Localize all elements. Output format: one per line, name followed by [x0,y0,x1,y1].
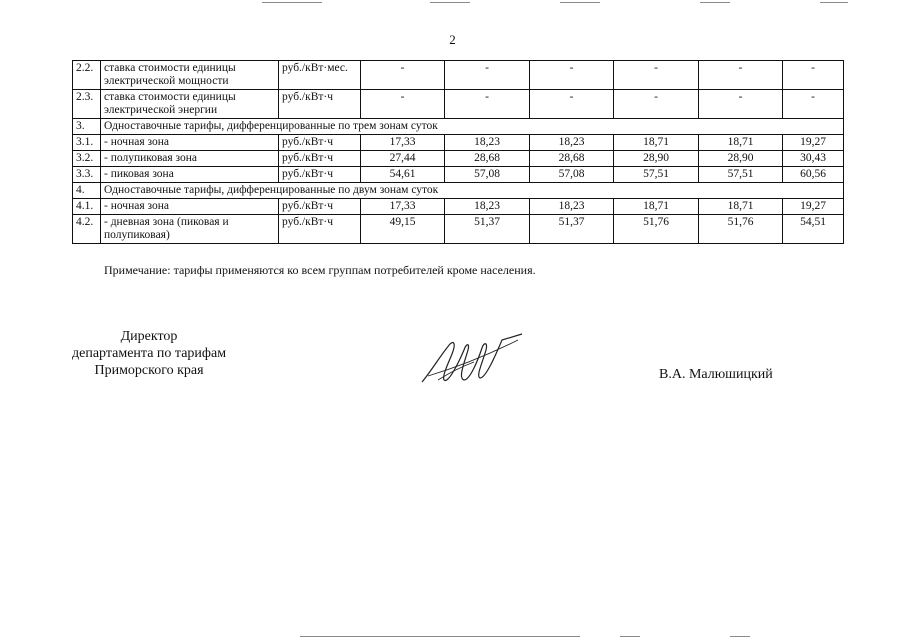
row-value: 27,44 [361,151,445,167]
row-index: 4.1. [73,199,101,215]
row-value: 19,27 [783,199,844,215]
row-name: - ночная зона [101,199,279,215]
row-value: - [699,90,783,119]
row-value: 18,23 [445,199,530,215]
row-value: 18,71 [699,135,783,151]
row-value: 51,76 [699,215,783,244]
section-row [73,119,844,135]
scan-edge-bottom-1 [300,636,580,637]
row-index: 2.2. [73,61,101,90]
row-value: 18,71 [699,199,783,215]
row-name: ставка стоимости единицы электрической мощности [101,61,279,90]
table-row [73,90,844,119]
signatory-title-line: Приморского края [94,363,204,378]
signatory-title-line: департамента по тарифам [72,346,227,361]
row-name: - ночная зона [101,135,279,151]
row-value: - [445,61,530,90]
scan-edge-bottom-3 [730,636,750,637]
row-value: - [699,61,783,90]
row-unit: руб./кВт·ч [279,199,361,215]
row-value: 18,23 [445,135,530,151]
row-value: 54,51 [783,215,844,244]
row-value: - [361,90,445,119]
row-unit: руб./кВт·ч [279,151,361,167]
row-name: ставка стоимости единицы электрической энергии [101,90,279,119]
scan-edge-top-5 [820,2,848,3]
row-value: 18,23 [530,135,614,151]
row-unit: руб./кВт·ч [279,167,361,183]
row-index: 4.2. [73,215,101,244]
signatory-name: В.А. Малюшицкий [659,367,773,382]
row-value: 17,33 [361,199,445,215]
handwritten-signature [418,330,528,390]
row-name: - пиковая зона [101,167,279,183]
row-value: 28,90 [699,151,783,167]
row-name: - полупиковая зона [101,151,279,167]
signatory-title [72,328,226,379]
signatory-title-line: Директор [120,329,178,344]
row-value: 17,33 [361,135,445,151]
tariff-table-body [73,61,844,244]
section-title: Одноставочные тарифы, дифференцированные по двум зонам суток [101,183,844,199]
table-note: Примечание: тарифы применяются ко всем группам потребителей кроме населения. [104,263,536,277]
row-unit: руб./кВт·ч [279,215,361,244]
row-unit: руб./кВт·ч [279,90,361,119]
table-row [73,199,844,215]
row-value: 18,23 [530,199,614,215]
table-row [73,215,844,244]
row-value: - [530,61,614,90]
row-value: 19,27 [783,135,844,151]
scan-edge-top-3 [560,2,600,3]
row-value: 57,08 [530,167,614,183]
table-row [73,61,844,90]
scan-edge-top-2 [430,2,470,3]
page-number: 2 [449,32,456,47]
row-index: 3.3. [73,167,101,183]
row-index: 3.1. [73,135,101,151]
scan-edge-bottom-2 [620,636,640,637]
tariff-table [72,60,844,244]
row-value: - [783,61,844,90]
row-value: 57,51 [614,167,699,183]
row-value: 28,68 [530,151,614,167]
row-value: 18,71 [614,135,699,151]
section-row [73,183,844,199]
row-value: 60,56 [783,167,844,183]
table-row [73,135,844,151]
table-row [73,151,844,167]
row-value: - [361,61,445,90]
row-value: 28,90 [614,151,699,167]
section-title: Одноставочные тарифы, дифференцированные по трем зонам суток [101,119,844,135]
row-name: - дневная зона (пиковая и полупиковая) [101,215,279,244]
row-value: - [614,90,699,119]
row-index: 3.2. [73,151,101,167]
row-value: 51,37 [530,215,614,244]
row-value: - [530,90,614,119]
table-row [73,167,844,183]
row-value: - [783,90,844,119]
scan-edge-top-1 [262,2,322,3]
row-unit: руб./кВт·мес. [279,61,361,90]
row-value: 28,68 [445,151,530,167]
row-index: 2.3. [73,90,101,119]
row-value: 49,15 [361,215,445,244]
row-value: - [614,61,699,90]
row-value: 51,37 [445,215,530,244]
row-value: 54,61 [361,167,445,183]
section-index: 4. [73,183,101,199]
scan-edge-top-4 [700,2,730,3]
row-value: 51,76 [614,215,699,244]
row-value: - [445,90,530,119]
row-value: 57,51 [699,167,783,183]
row-value: 18,71 [614,199,699,215]
row-value: 30,43 [783,151,844,167]
row-unit: руб./кВт·ч [279,135,361,151]
section-index: 3. [73,119,101,135]
row-value: 57,08 [445,167,530,183]
